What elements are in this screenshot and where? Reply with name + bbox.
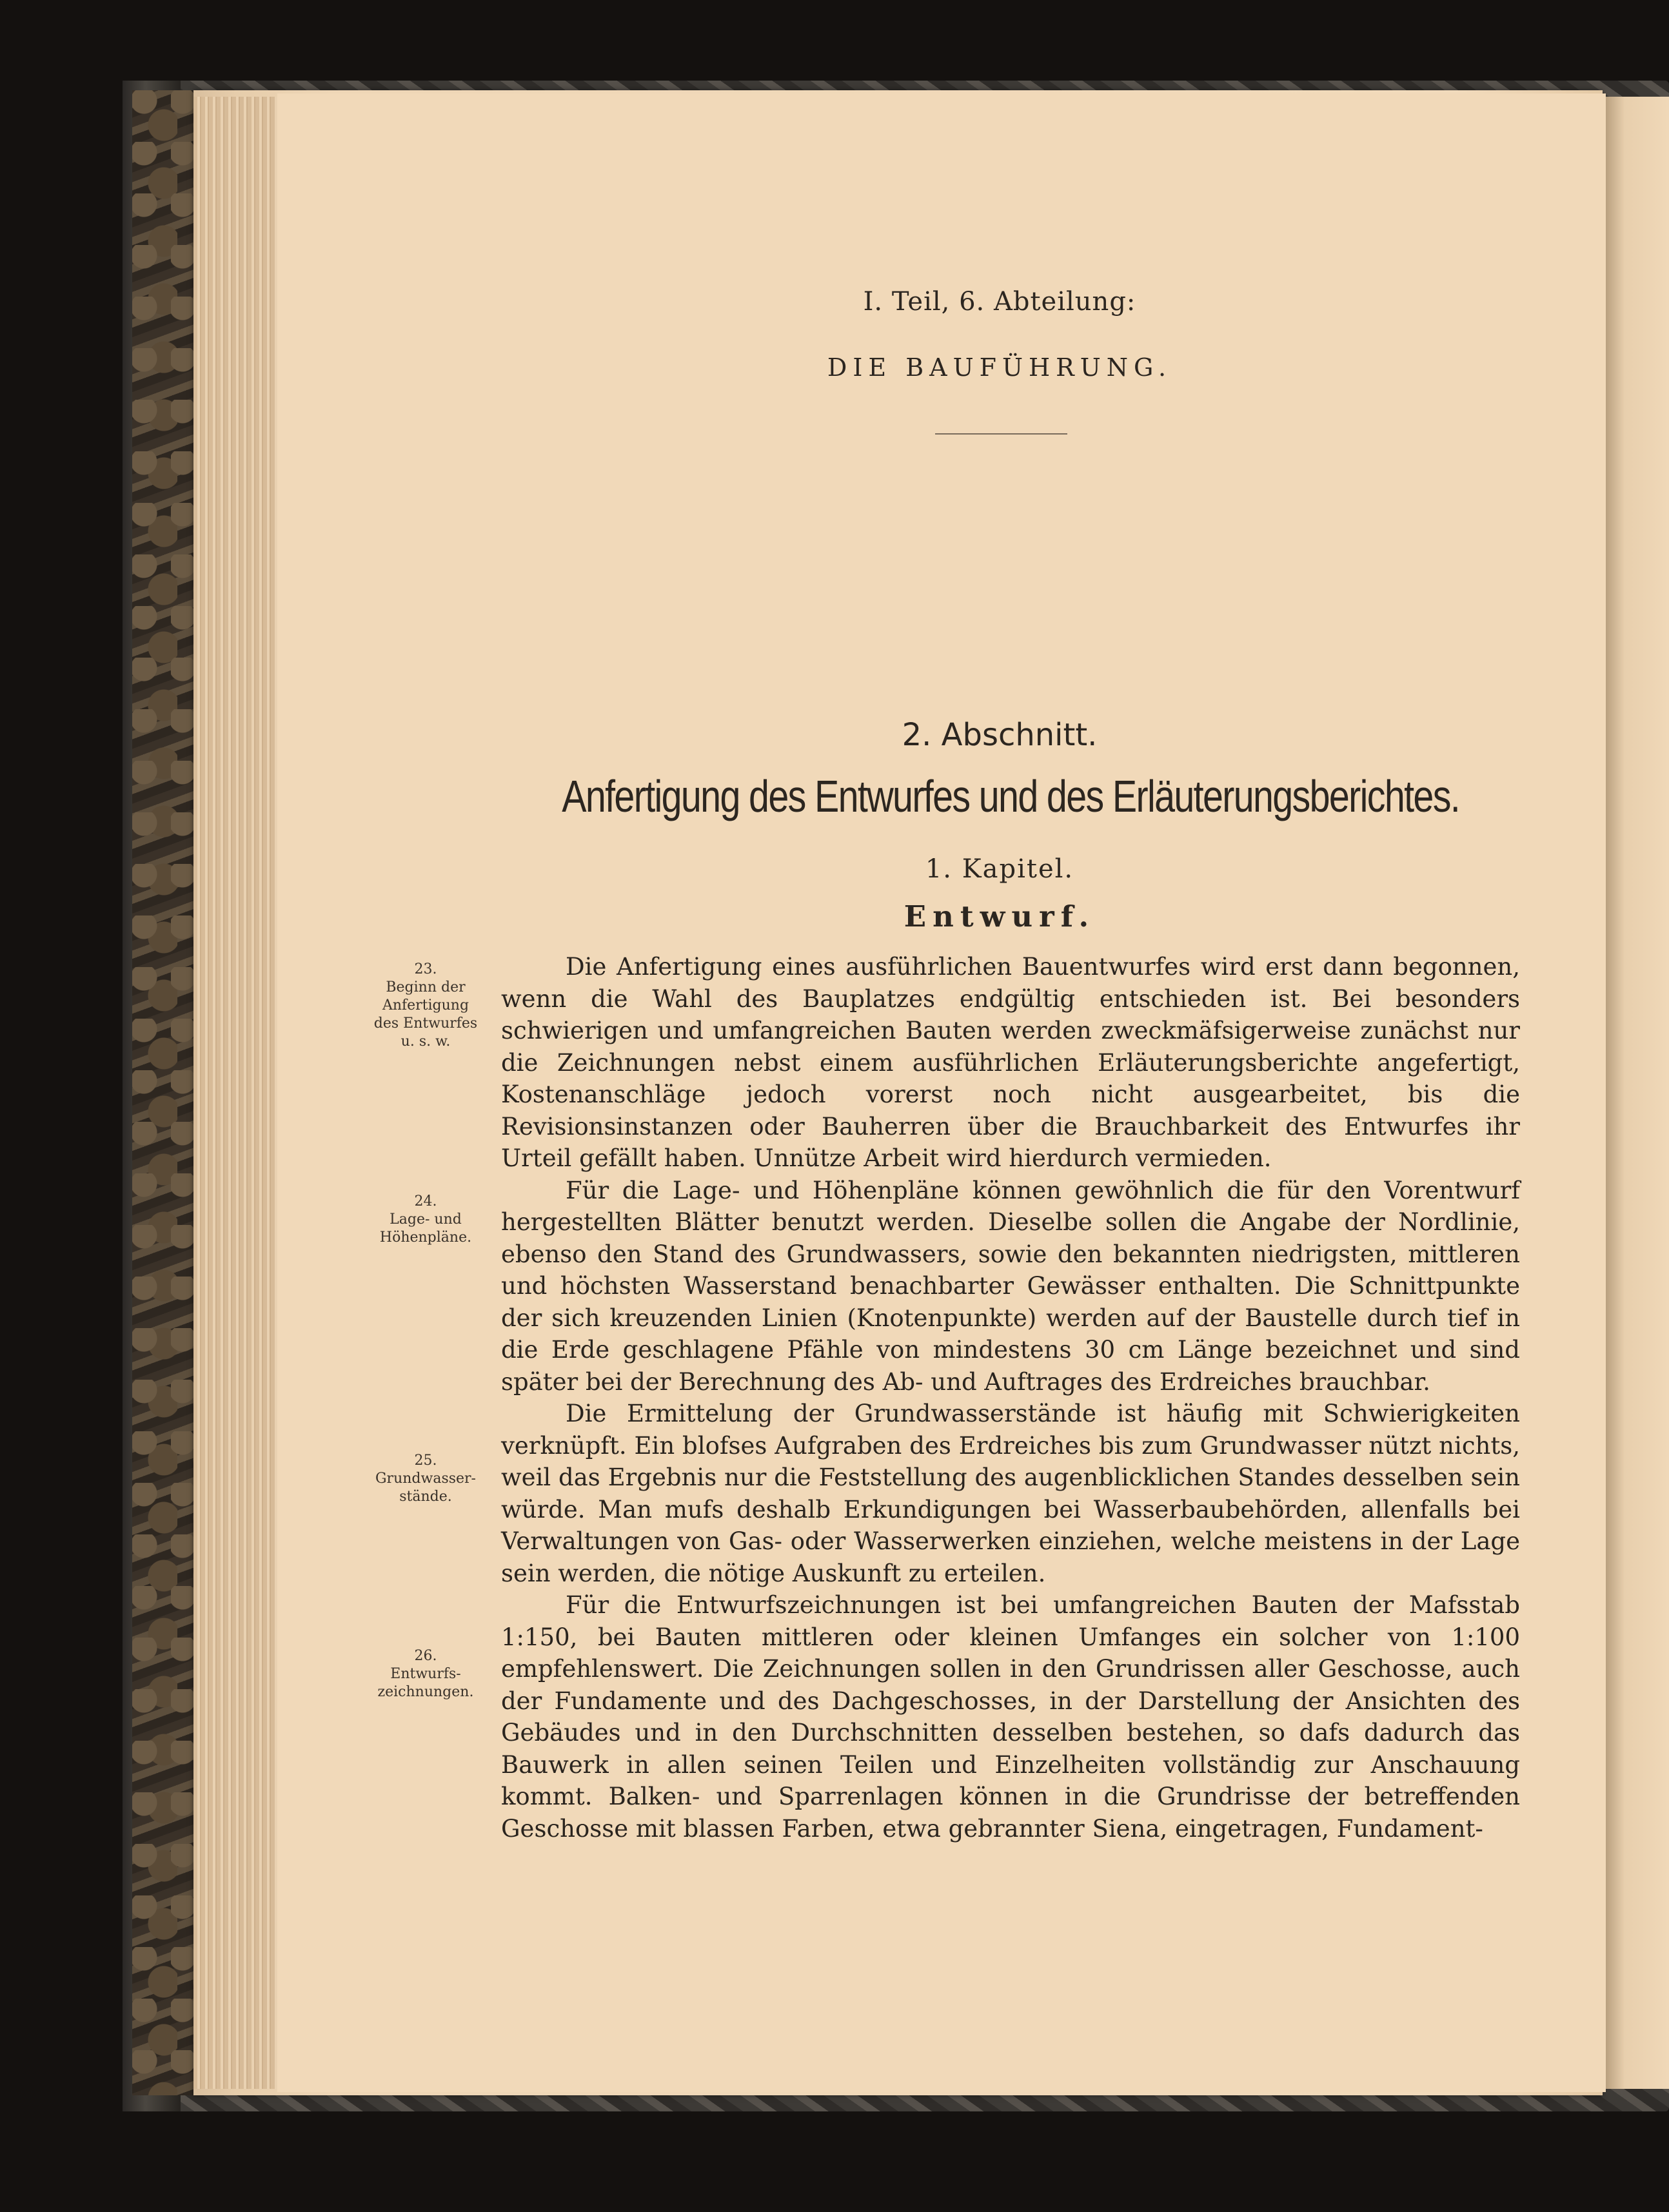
- margin-note-label: Entwurfs- zeichnungen.: [377, 1666, 474, 1700]
- margin-note-label: Lage- und Höhenpläne.: [379, 1211, 472, 1246]
- margin-note-23: [361, 961, 490, 1051]
- body-text: [501, 951, 1520, 1845]
- division-title: DIE BAUFÜHRUNG.: [827, 353, 1172, 382]
- paragraph-26: Für die Entwurfszeichnungen ist bei umfangreichen Bauten der Mafsstab 1:150, bei Bauten mittleren oder kleinen Umfanges ein solcher von 1:100 empfehlenswert. Die Zeichnungen sollen in den Grundrissen aller Geschosse, auch der Fundamente und des Dachgeschosses, in der Darstellung der Ansichten des Gebäudes und in den Durchschnitten desselben bestehen, so dafs dadurch das Bauwerk in allen seinen Teilen und Einzelheiten vollständig zur Anschauung kommt. Balken- und Sparrenlagen können in die Grundrisse der betreffenden Geschosse mit blassen Farben, etwa gebrannter Siena, eingetragen, Fundament-: [501, 1591, 1520, 1843]
- margin-note-number: 26.: [414, 1648, 437, 1664]
- margin-note-number: 23.: [414, 961, 437, 977]
- chapter-number: 1. Kapitel.: [925, 854, 1074, 884]
- paragraph-25: Die Ermittelung der Grundwasserstände ist häufig mit Schwierigkeiten verknüpft. Ein blofses Aufgraben des Erdreiches bis zum Grundwasser nützt nichts, weil das Ergebnis nur die Feststellung des augenblicklichen Standes desselben sein würde. Man mufs deshalb Erkundigungen bei Wasserbaubehörden, allenfalls bei Verwaltungen von Gas- oder Wasserwerken einziehen, welche meistens in der Lage sein werden, die nötige Auskunft zu erteilen.: [501, 1400, 1520, 1587]
- margin-note-number: 25.: [414, 1453, 437, 1469]
- margin-note-24: [361, 1193, 490, 1247]
- section-number: 2. Abschnitt.: [902, 717, 1098, 753]
- margin-note-label: Grundwasser- stände.: [375, 1471, 476, 1505]
- next-page-edge: [1606, 97, 1669, 2089]
- page-edges: [193, 97, 277, 2089]
- chapter-title: Entwurf.: [904, 899, 1096, 934]
- section-title: Anfertigung des Entwurfes und des Erläuterungsberichtes.: [562, 771, 1460, 821]
- margin-note-25: [361, 1452, 490, 1506]
- margin-note-label: Beginn der Anfertigung des Entwurfes u. s. w.: [373, 979, 478, 1050]
- margin-note-number: 24.: [414, 1193, 437, 1209]
- paragraph-24: Für die Lage- und Höhenpläne können gewöhnlich die für den Vorentwurf hergestellten Blätter benutzt werden. Dieselbe sollen die Angabe der Nordlinie, ebenso den Stand des Grundwassers, sowie den bekannten niedrigsten, mittleren und höchsten Wasserstand benachbarter Gewässer enthalten. Die Schnittpunkte der sich kreuzenden Linien (Knotenpunkte) werden auf der Baustelle durch tief in die Erde geschlagene Pfähle von mindestens 30 cm Länge bezeichnet und sind später bei der Berechnung des Ab- und Auftrages des Erdreiches brauchbar.: [501, 1176, 1520, 1396]
- margin-note-26: [361, 1647, 490, 1701]
- header-rule: [935, 433, 1067, 435]
- part-heading: I. Teil, 6. Abteilung:: [863, 287, 1136, 317]
- paragraph-23: Die Anfertigung eines ausführlichen Bauentwurfes wird erst dann begonnen, wenn die Wahl des Bauplatzes endgültig entschieden ist. Bei besonders schwierigen und umfangreichen Bauten werden zweckmäfsigerweise zunächst nur die Zeichnungen nebst einem ausführlichen Erläuterungsberichte angefertigt, Kostenanschläge jedoch vorerst noch nicht ausgearbeitet, bis die Revisionsinstanzen oder Bauherren über die Brauchbarkeit des Entwurfes ihr Urteil gefällt haben. Unnütze Arbeit wird hierdurch vermieden.: [501, 953, 1520, 1172]
